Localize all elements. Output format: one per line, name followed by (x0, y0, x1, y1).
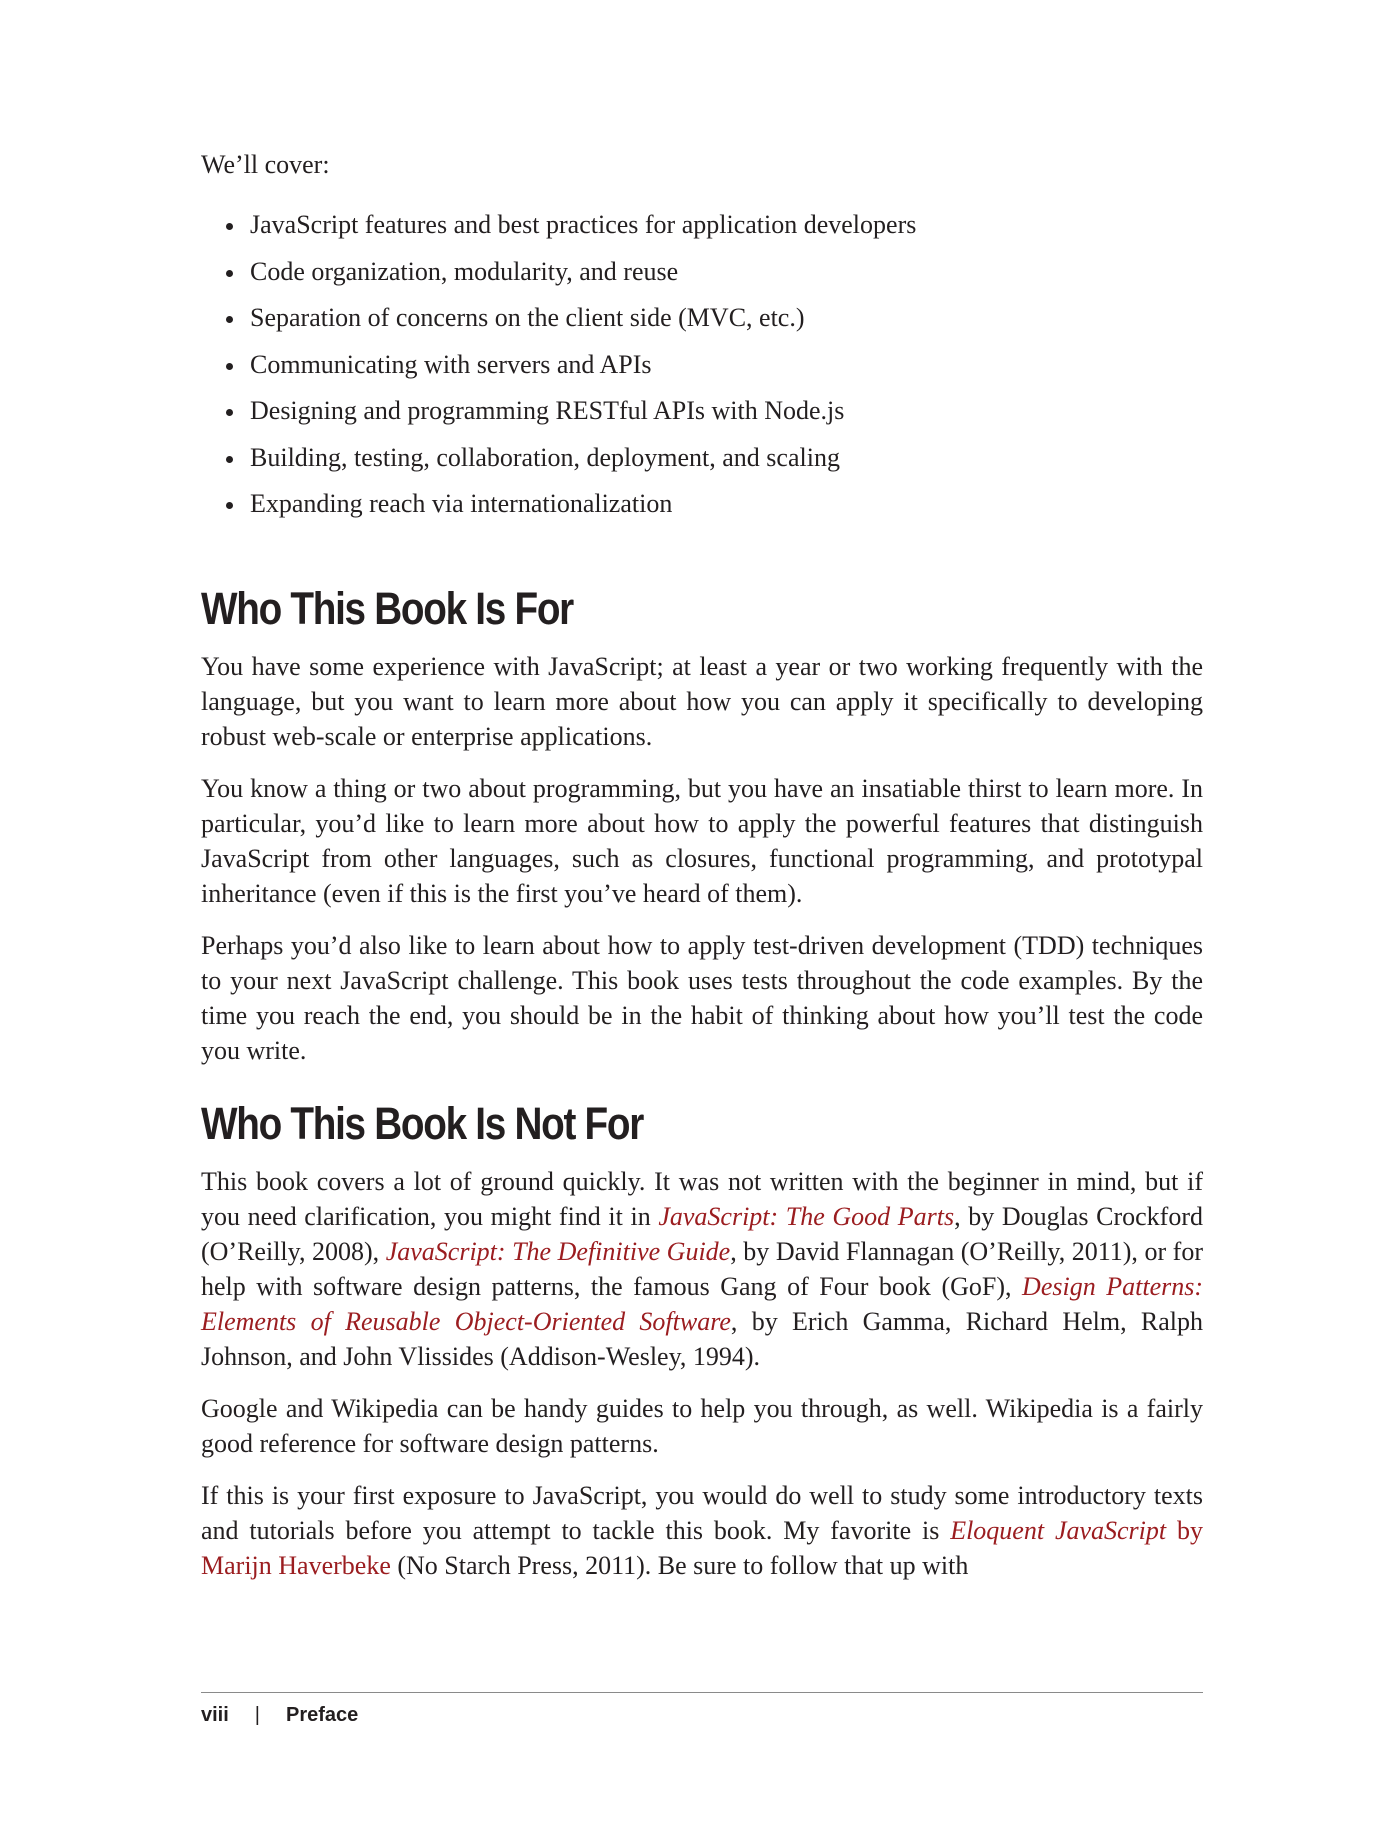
bullet-dot-icon (226, 363, 233, 370)
page-content (201, 148, 1203, 1600)
author-link-haverbeke[interactable]: by Marijn Haverbeke (201, 1516, 1203, 1580)
list-item-text: Separation of concerns on the client side (MVC, etc.) (250, 303, 805, 332)
paragraph-text: , by Erich Gamma, Richard Helm, Ralph Johnson, and John Vlissides (Addison-Wesley, 1994). (201, 1307, 1203, 1371)
list-item (201, 208, 1203, 242)
page-number: viii (201, 1704, 229, 1726)
section-heading-who-for: Who This Book Is For (201, 583, 573, 634)
list-item (201, 301, 1203, 335)
bullet-dot-icon (226, 316, 233, 323)
paragraph: Perhaps you’d also like to learn about how to apply test-driven development (TDD) techniques to your next JavaScript challenge. This book uses tests throughout the code examples. By the time you reach the end, you should be in the habit of thinking about how you’ll test the code you write. (201, 931, 1203, 1065)
list-item-text: Communicating with servers and APIs (250, 349, 652, 379)
book-link-definitive-guide[interactable]: JavaScript: The Definitive Guide (385, 1237, 731, 1266)
paragraph-text: , by Douglas Crockford (O’Reilly, 2008), (201, 1202, 1204, 1266)
bullet-dot-icon (226, 223, 233, 230)
paragraph-text: (No Starch Press, 2011). Be sure to follow that up with (390, 1551, 969, 1580)
footer-rule (201, 1692, 1203, 1693)
footer-section-title: Preface (286, 1704, 359, 1726)
paragraph: You know a thing or two about programming, but you have an insatiable thirst to learn more. In particular, you’d like to learn more about how to apply the powerful features that distinguish JavaScript from other languages, such as closures, functional programming, and prototypal inheritance (even if this is the first you’ve heard of them). (201, 774, 1203, 908)
paragraph (201, 1478, 1203, 1583)
paragraph: Google and Wikipedia can be handy guides to help you through, as well. Wikipedia is a fairly good reference for software design patterns. (201, 1394, 1203, 1458)
paragraph-text: This book covers a lot of ground quickly. It was not written with the beginner in mind, but if you need clarification, you might find it in (201, 1167, 1203, 1231)
page-footer (201, 1701, 358, 1729)
list-item (201, 441, 1203, 475)
section-heading-who-not-for: Who This Book Is Not For (201, 1098, 644, 1149)
bullet-dot-icon (226, 409, 233, 416)
paragraph-text: If this is your first exposure to JavaScript, you would do well to study some introductory texts and tutorials before you attempt to tackle this book. My favorite is (201, 1481, 1203, 1545)
list-item-text: Building, testing, collaboration, deployment, and scaling (250, 442, 840, 472)
cover-list (201, 208, 1203, 521)
list-item-text: JavaScript features and best practices for application developers (250, 210, 917, 239)
list-item-text: Expanding reach via internationalization (250, 489, 673, 518)
list-item-text: Designing and programming RESTful APIs with Node.js (250, 396, 845, 425)
book-link-design-patterns[interactable]: Design Patterns: Elements of Reusable Object-Oriented Software (201, 1272, 1204, 1336)
list-item (201, 348, 1203, 382)
bullet-dot-icon (226, 502, 233, 509)
book-link-eloquent-javascript[interactable]: Eloquent JavaScript (950, 1516, 1167, 1545)
bullet-dot-icon (226, 270, 233, 277)
footer-separator: | (254, 1704, 260, 1726)
paragraph (201, 1164, 1203, 1374)
paragraph: You have some experience with JavaScript; at least a year or two working frequently with the language, but you want to learn more about how you can apply it specifically to developing robust web-scale or enterprise applications. (201, 652, 1203, 751)
intro-text: We’ll cover: (201, 150, 330, 179)
list-item-text: Code organization, modularity, and reuse (250, 256, 679, 286)
list-item (201, 487, 1203, 521)
list-item (201, 255, 1203, 289)
paragraph-text: , by David Flannagan (O’Reilly, 2011), or for help with software design patterns, the famous Gang of Four book (GoF), (201, 1237, 1203, 1301)
book-link-good-parts[interactable]: JavaScript: The Good Parts (658, 1202, 955, 1231)
bullet-dot-icon (226, 456, 233, 463)
list-item (201, 394, 1203, 428)
